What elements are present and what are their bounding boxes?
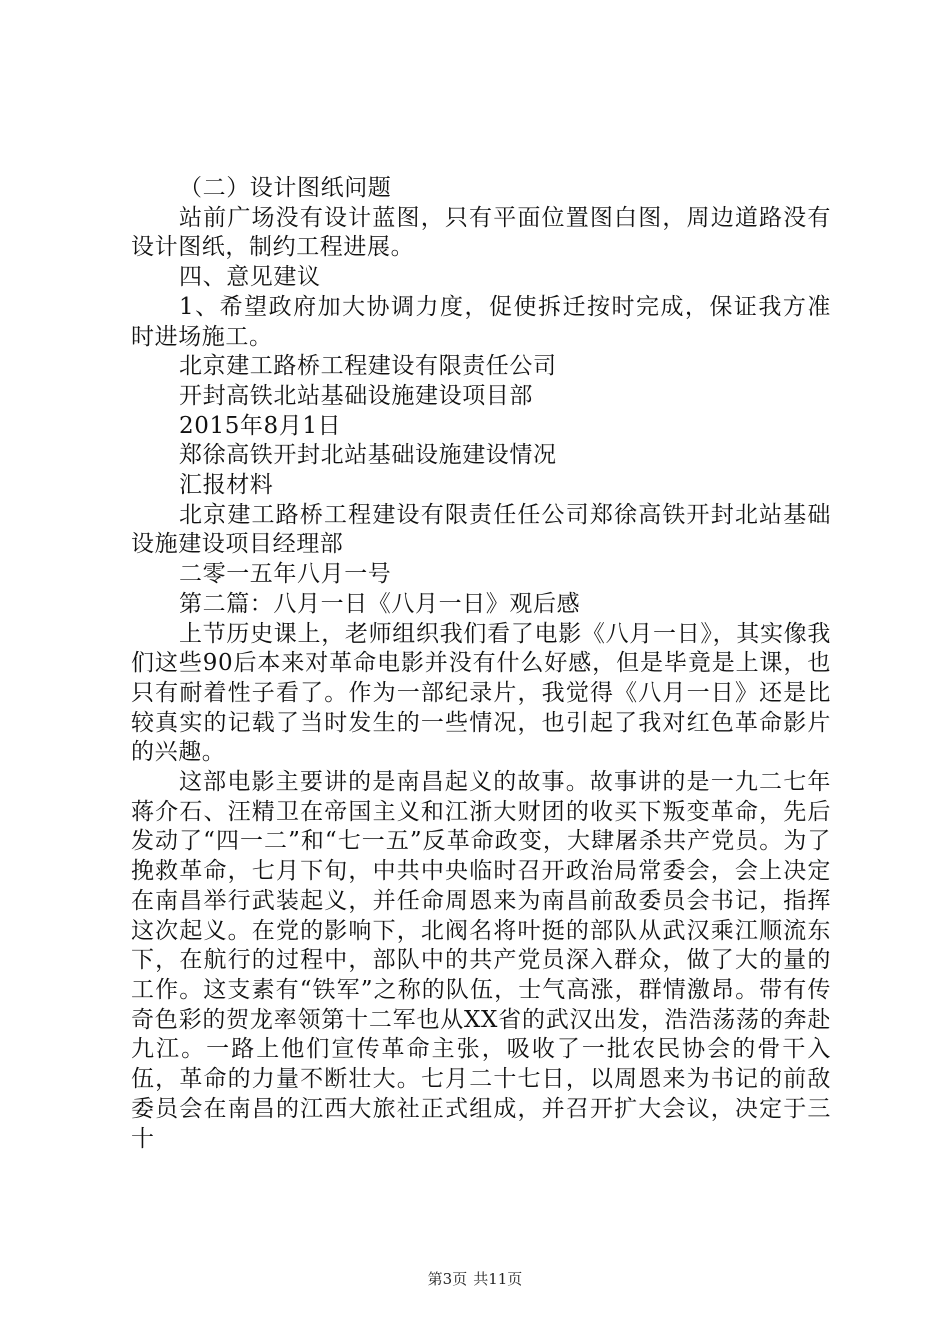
paragraph-date: 二零一五年八月一号	[179, 561, 392, 588]
paragraph-company: 北京建工路桥工程建设有限责任公司	[179, 353, 557, 380]
paragraph-section-heading: （二）设计图纸问题	[179, 175, 392, 201]
paragraph-section-heading: 四、意见建议	[179, 264, 321, 291]
paragraph: 站前广场没有设计蓝图，只有平面位置图白图，周边道路没有设计图纸，制约工程进展。	[131, 204, 831, 261]
document-body	[131, 174, 831, 1154]
paragraph-chapter-title: 第二篇：八月一日《八月一日》观后感	[179, 590, 581, 617]
paragraph-report-subtitle: 汇报材料	[179, 472, 274, 499]
page-number: 第3页	[427, 1270, 468, 1288]
paragraph: 1、希望政府加大协调力度，促使拆迁按时完成，保证我方准时进场施工。	[131, 293, 831, 350]
paragraph-date: 2015年8月1日	[179, 412, 342, 439]
paragraph-department: 开封高铁北站基础设施建设项目部	[179, 382, 533, 409]
page-total: 共11页	[473, 1270, 523, 1288]
paragraph: 北京建工路桥工程建设有限责任任公司郑徐高铁开封北站基础设施建设项目经理部	[131, 501, 831, 558]
paragraph: 这部电影主要讲的是南昌起义的故事。故事讲的是一九二七年蒋介石、汪精卫在帝国主义和江浙大财团的收买下叛变革命，先后发动了“四一二”和“七一五”反革命政变，大肆屠杀共产党员。为了挽救革命，七月下旬，中共中央临时召开政治局常委会，会上决定在南昌举行武装起义，并任命周恩来为南昌前敌委员会书记，指挥这次起义。在党的影响下，北阀名将叶挺的部队从武汉乘江顺流东下，在航行的过程中，部队中的共产党员深入群众，做了大的量的工作。这支素有“铁军”之称的队伍，士气高涨，群情激昂。带有传奇色彩的贺龙率领第十二军也从XX省的武汉出发，浩浩荡荡的奔赴九江。一路上他们宣传革命主张，吸收了一批农民协会的骨干入伍，革命的力量不断壮大。七月二十七日，以周恩来为书记的前敌委员会在南昌的江西大旅社正式组成，并召开扩大会议，决定于三十	[131, 769, 831, 1152]
paragraph-report-title: 郑徐高铁开封北站基础设施建设情况	[179, 442, 557, 469]
page-footer	[0, 1269, 950, 1289]
paragraph: 上节历史课上，老师组织我们看了电影《八月一日》，其实像我们这些90后本来对革命电影并没有什么好感，但是毕竟是上课，也只有耐着性子看了。作为一部纪录片，我觉得《八月一日》还是比较真实的记载了当时发生的一些情况，也引起了我对红色革命影片的兴趣。	[131, 620, 831, 766]
